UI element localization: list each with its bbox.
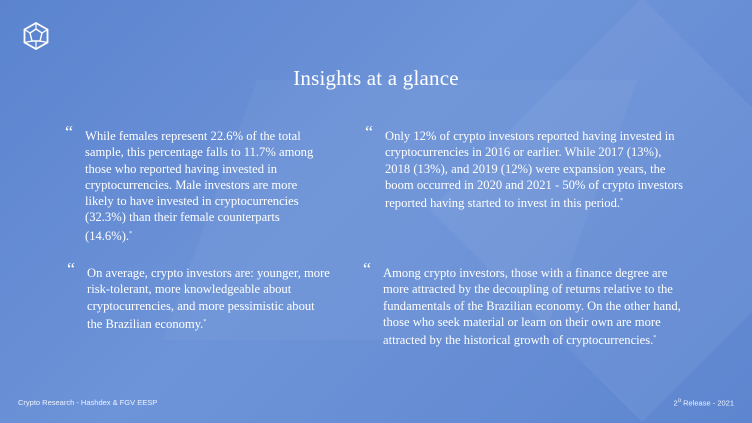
release-ordinal: o — [677, 398, 682, 404]
quote-mark-icon: “ — [363, 259, 371, 279]
quote-mark-icon: “ — [365, 122, 373, 142]
quote-text: On average, crypto investors are: younger, more risk-tolerant, more knowledgeable about cryptocurrencies, and more pessimistic about the Brazilian economy. — [87, 266, 330, 332]
footnote-marker: * — [203, 318, 207, 325]
quote-mark-icon: “ — [65, 122, 73, 142]
footnote-marker: * — [129, 230, 133, 237]
footer-source: Crypto Research - Hashdex & FGV EESP — [18, 398, 158, 407]
page-title: Insights at a glance — [293, 66, 459, 90]
quote-text: Among crypto investors, those with a finance degree are more attracted by the decoupling of returns relative to the fundamentals of the Brazilian economy. On the other hand, those who seek material or learn on their own are more attracted by the historical growth of cryptocurrencies. — [383, 266, 681, 348]
footer-release — [674, 398, 734, 408]
insight-quote — [67, 259, 332, 332]
footnote-marker: * — [653, 335, 657, 342]
insight-quote — [363, 259, 688, 349]
quote-text: Only 12% of crypto investors reported having invested in cryptocurrencies in 2016 or earlier. While 2017 (13%), 2018 (13%), and 2019 (12%) were expansion years, the boom occurred in 2020 and 2021 - 50% of crypto investors reported having started to invest in this period. — [385, 129, 683, 211]
quote-mark-icon: “ — [67, 259, 75, 279]
insight-quote — [365, 122, 685, 212]
insight-quote — [65, 122, 325, 244]
footnote-marker: * — [620, 198, 624, 205]
quote-text: While females represent 22.6% of the total sample, this percentage falls to 11.7% among those who reported having invested in cryptocurrencies. Male investors are more likely to have invested in cryptocurrencies (32.3%) than their female counterparts (14.6%). — [85, 129, 314, 243]
release-number: 2 — [673, 398, 678, 408]
release-label: Release - 2021 — [681, 398, 734, 408]
hexagon-logo-icon — [22, 22, 50, 50]
